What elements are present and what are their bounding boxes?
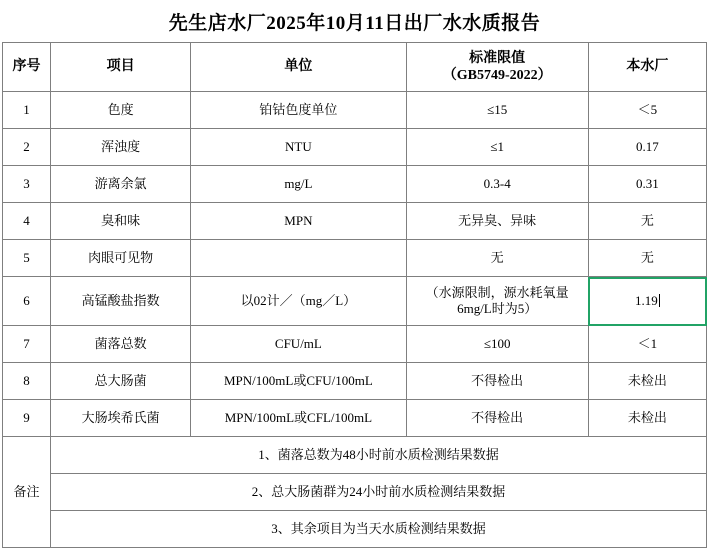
selected-cell-value: 1.19	[635, 292, 658, 308]
remarks-row	[3, 511, 707, 548]
cell-item: 色度	[51, 92, 191, 129]
column-header-limit	[406, 43, 588, 92]
column-header-item: 项目	[51, 43, 191, 92]
remarks-row	[3, 437, 707, 474]
cell-seq: 9	[3, 400, 51, 437]
table-row	[3, 203, 707, 240]
text-cursor	[659, 294, 660, 307]
cell-limit: （水源限制，源水耗氧量6mg/L时为5）	[406, 277, 588, 326]
remarks-line: 1、菌落总数为48小时前水质检测结果数据	[51, 437, 707, 474]
cell-item: 菌落总数	[51, 326, 191, 363]
cell-item: 游离余氯	[51, 166, 191, 203]
cell-unit: CFU/mL	[191, 326, 406, 363]
cell-plant-value: 未检出	[588, 363, 706, 400]
cell-seq: 6	[3, 277, 51, 326]
table-row	[3, 277, 707, 326]
cell-unit: 铂钴色度单位	[191, 92, 406, 129]
cell-unit: NTU	[191, 129, 406, 166]
remarks-label: 备注	[3, 437, 51, 548]
cell-limit: ≤1	[406, 129, 588, 166]
cell-item: 高锰酸盐指数	[51, 277, 191, 326]
remarks-row	[3, 474, 707, 511]
cell-plant-value-selected[interactable]	[588, 277, 706, 326]
cell-plant-value: 0.31	[588, 166, 706, 203]
table-row	[3, 129, 707, 166]
cell-plant-value: ＜1	[588, 326, 706, 363]
remarks-line: 2、总大肠菌群为24小时前水质检测结果数据	[51, 474, 707, 511]
cell-plant-value: 无	[588, 203, 706, 240]
cell-item: 臭和味	[51, 203, 191, 240]
cell-plant-value: 无	[588, 240, 706, 277]
table-row	[3, 326, 707, 363]
cell-unit: MPN/100mL或CFU/100mL	[191, 363, 406, 400]
cell-limit: 无	[406, 240, 588, 277]
cell-plant-value: 未检出	[588, 400, 706, 437]
table-row	[3, 92, 707, 129]
cell-unit: MPN/100mL或CFL/100mL	[191, 400, 406, 437]
table-row	[3, 400, 707, 437]
table-row	[3, 363, 707, 400]
cell-seq: 8	[3, 363, 51, 400]
cell-plant-value: ＜5	[588, 92, 706, 129]
cell-unit: mg/L	[191, 166, 406, 203]
cell-limit: 不得检出	[406, 363, 588, 400]
table-header-row	[3, 43, 707, 92]
cell-seq: 7	[3, 326, 51, 363]
column-header-plant: 本水厂	[588, 43, 706, 92]
column-header-limit-line1: 标准限值	[469, 50, 526, 66]
cell-limit: 无异臭、异味	[406, 203, 588, 240]
cell-item: 浑浊度	[51, 129, 191, 166]
cell-item: 大肠埃希氏菌	[51, 400, 191, 437]
column-header-limit-line2: （GB5749-2022）	[442, 68, 552, 83]
table-row	[3, 166, 707, 203]
table-row	[3, 240, 707, 277]
cell-unit: 以02计／（mg／L）	[191, 277, 406, 326]
cell-seq: 4	[3, 203, 51, 240]
cell-seq: 1	[3, 92, 51, 129]
cell-limit: 不得检出	[406, 400, 588, 437]
cell-item: 肉眼可见物	[51, 240, 191, 277]
cell-limit: ≤15	[406, 92, 588, 129]
cell-seq: 3	[3, 166, 51, 203]
cell-seq: 2	[3, 129, 51, 166]
remarks-line: 3、其余项目为当天水质检测结果数据	[51, 511, 707, 548]
cell-item: 总大肠菌	[51, 363, 191, 400]
cell-limit: ≤100	[406, 326, 588, 363]
cell-unit: MPN	[191, 203, 406, 240]
water-quality-table	[2, 42, 707, 548]
page-title: 先生店水厂2025年10月11日出厂水水质报告	[168, 13, 541, 34]
cell-unit	[191, 240, 406, 277]
column-header-seq: 序号	[3, 43, 51, 92]
column-header-unit: 单位	[191, 43, 406, 92]
cell-limit: 0.3-4	[406, 166, 588, 203]
cell-seq: 5	[3, 240, 51, 277]
cell-plant-value: 0.17	[588, 129, 706, 166]
